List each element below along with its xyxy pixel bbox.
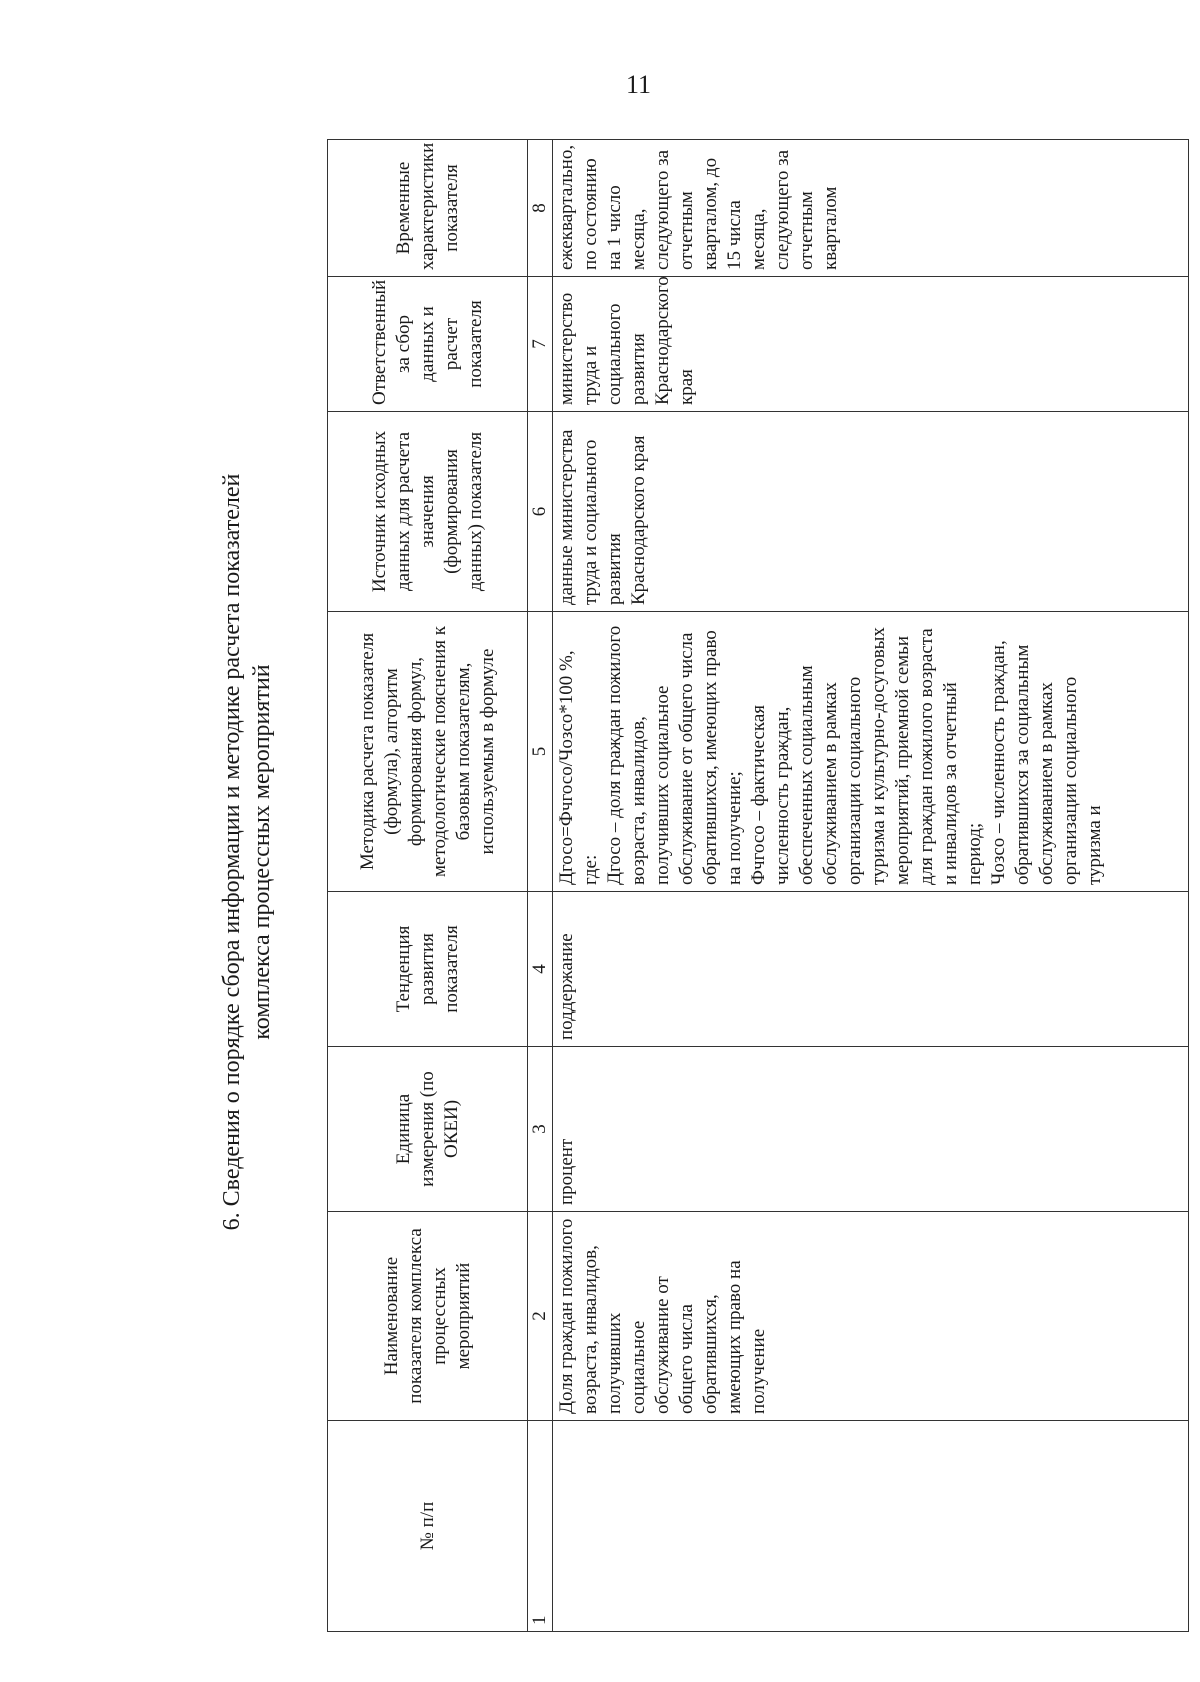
page-number: 11 (626, 70, 652, 99)
method-where: где: (580, 854, 601, 885)
cell-indicator-name: Доля граждан пожилого возраста, инвалидов, получивших социальное обслуживание от общего числа обратившихся, имеющих право на получение (553, 1212, 1189, 1421)
cell-source: данные министерства труда и социального развития Краснодарского края (553, 412, 1189, 612)
method-formula: Дгосо=Фчгосо/Чозсо*100 %, (556, 650, 577, 885)
method-definition: Дгосо – доля граждан пожилого возраста, инвалидов, получивших социальное обслуживание от общего числа обратившихся, имеющих право на получение; (604, 625, 745, 885)
section-title (195, 68, 305, 1636)
cell-method (553, 612, 1189, 892)
header-timing: Временные характеристики показателя (328, 140, 528, 277)
header-unit: Единица измерения (по ОКЕИ) (328, 1047, 528, 1212)
cell-timing: ежеквартально, по состоянию на 1 число месяца, следующего за отчетным кварталом, до 15 числа месяца, следующего за отчетным кварталом (553, 140, 1189, 277)
cell-unit: процент (553, 1047, 1189, 1212)
column-number: 8 (528, 140, 553, 277)
column-number: 2 (528, 1212, 553, 1421)
table-header-row (328, 140, 528, 1632)
section-title-line-2: комплекса процессных мероприятий (249, 664, 275, 1040)
column-number: 7 (528, 277, 553, 412)
column-number-row (528, 140, 553, 1632)
header-responsible: Ответственный за сбор данных и расчет показателя (328, 277, 528, 412)
section-title-line-1: 6. Сведения о порядке сбора информации и методике расчета показателей (219, 473, 245, 1231)
table-row (553, 140, 1189, 1632)
cell-number (553, 1421, 1189, 1632)
landscape-sheet (195, 68, 1105, 1636)
cell-trend: поддержание (553, 892, 1189, 1047)
column-number: 6 (528, 412, 553, 612)
column-number: 1 (528, 1421, 553, 1632)
header-method: Методика расчета показателя (формула), алгоритм формирования формул, методологические пояснения к базовым показателям, используемым в формуле (328, 612, 528, 892)
method-definition: Фчгосо – фактическая численность граждан, обеспеченных социальным обслуживанием в рамках организации социального туризма и культурно-досуговых мероприятий, приемной семьи для граждан пожилого возраста и инвалидов за отчетный период; (748, 627, 985, 885)
column-number: 5 (528, 612, 553, 892)
column-number: 4 (528, 892, 553, 1047)
header-source: Источник исходных данных для расчета значения (формирования данных) показателя (328, 412, 528, 612)
indicator-table (327, 139, 1189, 1632)
column-number: 3 (528, 1047, 553, 1212)
header-trend: Тенденция развития показателя (328, 892, 528, 1047)
header-name: Наименование показателя комплекса процессных мероприятий (328, 1212, 528, 1421)
cell-responsible: министерство труда и социального развития Краснодарского края (553, 277, 1189, 412)
header-number: № п/п (328, 1421, 528, 1632)
method-definition: Чозсо – численность граждан, обратившихся за социальным обслуживанием в рамках организации социального туризма и (988, 640, 1105, 885)
